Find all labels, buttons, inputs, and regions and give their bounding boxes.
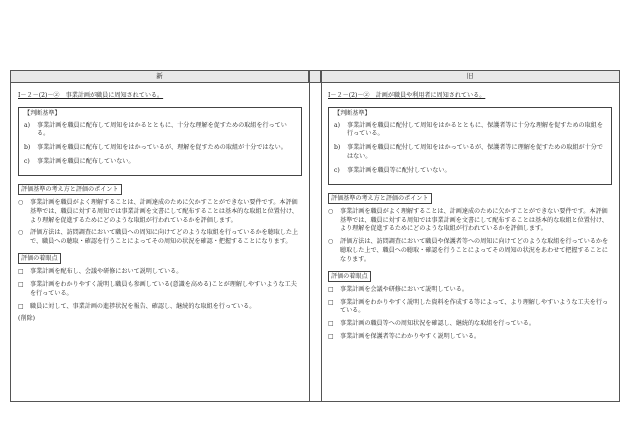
new-focus-heading: 評価の着眼点 [18, 253, 61, 264]
new-criterion-a: a) 事業計画を職員に配布して周知をはかるとともに、十分な理解を促すための取組を行っている。 [24, 121, 287, 138]
new-title: Ⅰ－２－(2)－② 事業計画が職員に周知されている。 [18, 92, 164, 99]
old-title: Ⅰ－２－(2)－② 計画が職員や利用者に周知されている。 [328, 92, 486, 99]
old-focus-heading: 評価の着眼点 [328, 271, 371, 282]
old-criterion-a: a) 事業計画を職員に配付して周知をはかるとともに、保護者等に十分な理解を促すための取組を行っている。 [334, 121, 603, 138]
new-points-heading: 評価基準の考え方と評価のポイント [18, 184, 122, 195]
new-point: ○ 事業計画を職員がよく理解することは、計画達成のために欠かすことができない要件です。本評価基準では、職員に対する周知では事業計画を文書にして配布することは基本的な取組と位置付け、より理解を促進するためにどのような取組が行われているかを評価します。 [18, 198, 298, 224]
old-column [328, 85, 612, 346]
checkbox-icon: □ [328, 285, 334, 293]
old-point: ○ 事業計画を職員がよく理解することは、計画達成のために欠かすことができない要件です。本評価基準では、職員に対する周知では事業計画を文書にして配布することは基本的な取組と位置付け、より理解を促進するためにどのような取組が行われているかを評価します。 [328, 207, 608, 233]
old-focus-item: □ 事業計画の職員等への周知状況を確認し、継続的な取組を行っている。 [328, 320, 535, 328]
old-points-heading: 評価基準の考え方と評価のポイント [328, 193, 432, 204]
checkbox-icon: □ [18, 302, 24, 310]
old-criterion-c: c) 事業計画を職員等に配付していない。 [334, 166, 451, 174]
header-old: 旧 [321, 71, 619, 83]
new-column [18, 85, 302, 324]
checkbox-icon: □ [328, 298, 334, 306]
old-focus-item: □ 事業計画をわかりやすく説明した資料を作成する等によって、より理解しやすいような工夫を行っている。 [328, 298, 609, 315]
new-focus-item: □ 職員に対して、事業計画の進捗状況を報告、確認し、継続的な取組を行っている。 [18, 302, 256, 310]
old-focus-item: □ 事業計画を会議や研修において説明している。 [328, 285, 468, 293]
circle-bullet-icon: ○ [328, 207, 334, 215]
new-criterion-b: b) 事業計画を職員に配布して周知をはかっているが、理解を促すための取組が十分ではない。 [24, 144, 287, 152]
checkbox-icon: □ [18, 280, 24, 288]
circle-bullet-icon: ○ [328, 238, 334, 246]
header-new: 新 [11, 71, 309, 83]
old-point: ○ 評価方法は、訪問調査において職員や保護者等への周知に向けてどのような取組を行っているかを聴取した上で、職員への聴取・確認を行うことによってその周知の状況をあわせて把握することになります。 [328, 238, 609, 263]
old-focus-item: □ 事業計画を保護者等にわかりやすく説明している。 [328, 333, 481, 341]
checkbox-icon: □ [18, 268, 24, 276]
new-box-title: 【判断基準】 [24, 109, 61, 117]
comparison-table [10, 70, 620, 402]
old-criterion-b: b) 事業計画を職員に配付して周知をはかっているが、保護者等に理解を促すための取組が十分ではない。 [334, 144, 603, 161]
checkbox-icon: □ [328, 333, 334, 341]
new-criteria-box [18, 107, 302, 176]
new-criterion-c: c) 事業計画を職員に配布していない。 [24, 158, 135, 166]
column-divider-left [309, 71, 310, 401]
new-deleted-note: (削除) [18, 315, 35, 323]
new-focus-item: □ 事業計画をわかりやすく説明し職員も参画している(意識を高める)ことが理解しやすいような工夫を行っている。 [18, 280, 297, 297]
circle-bullet-icon: ○ [18, 198, 24, 206]
new-focus-item: □ 事業計画を配布し、会議や研修において説明している。 [18, 268, 183, 276]
column-divider-right [321, 71, 322, 401]
new-point: ○ 評価方法は、訪問調査において職員への周知に向けてどのような取組を行っているかを聴取した上で、職員への聴取・確認を行うことによってその周知の状況を確認・把握することになります。 [18, 229, 299, 246]
circle-bullet-icon: ○ [18, 229, 24, 237]
old-criteria-box [328, 107, 612, 185]
old-box-title: 【判断基準】 [334, 109, 371, 117]
header-gap [309, 71, 321, 83]
checkbox-icon: □ [328, 320, 334, 328]
